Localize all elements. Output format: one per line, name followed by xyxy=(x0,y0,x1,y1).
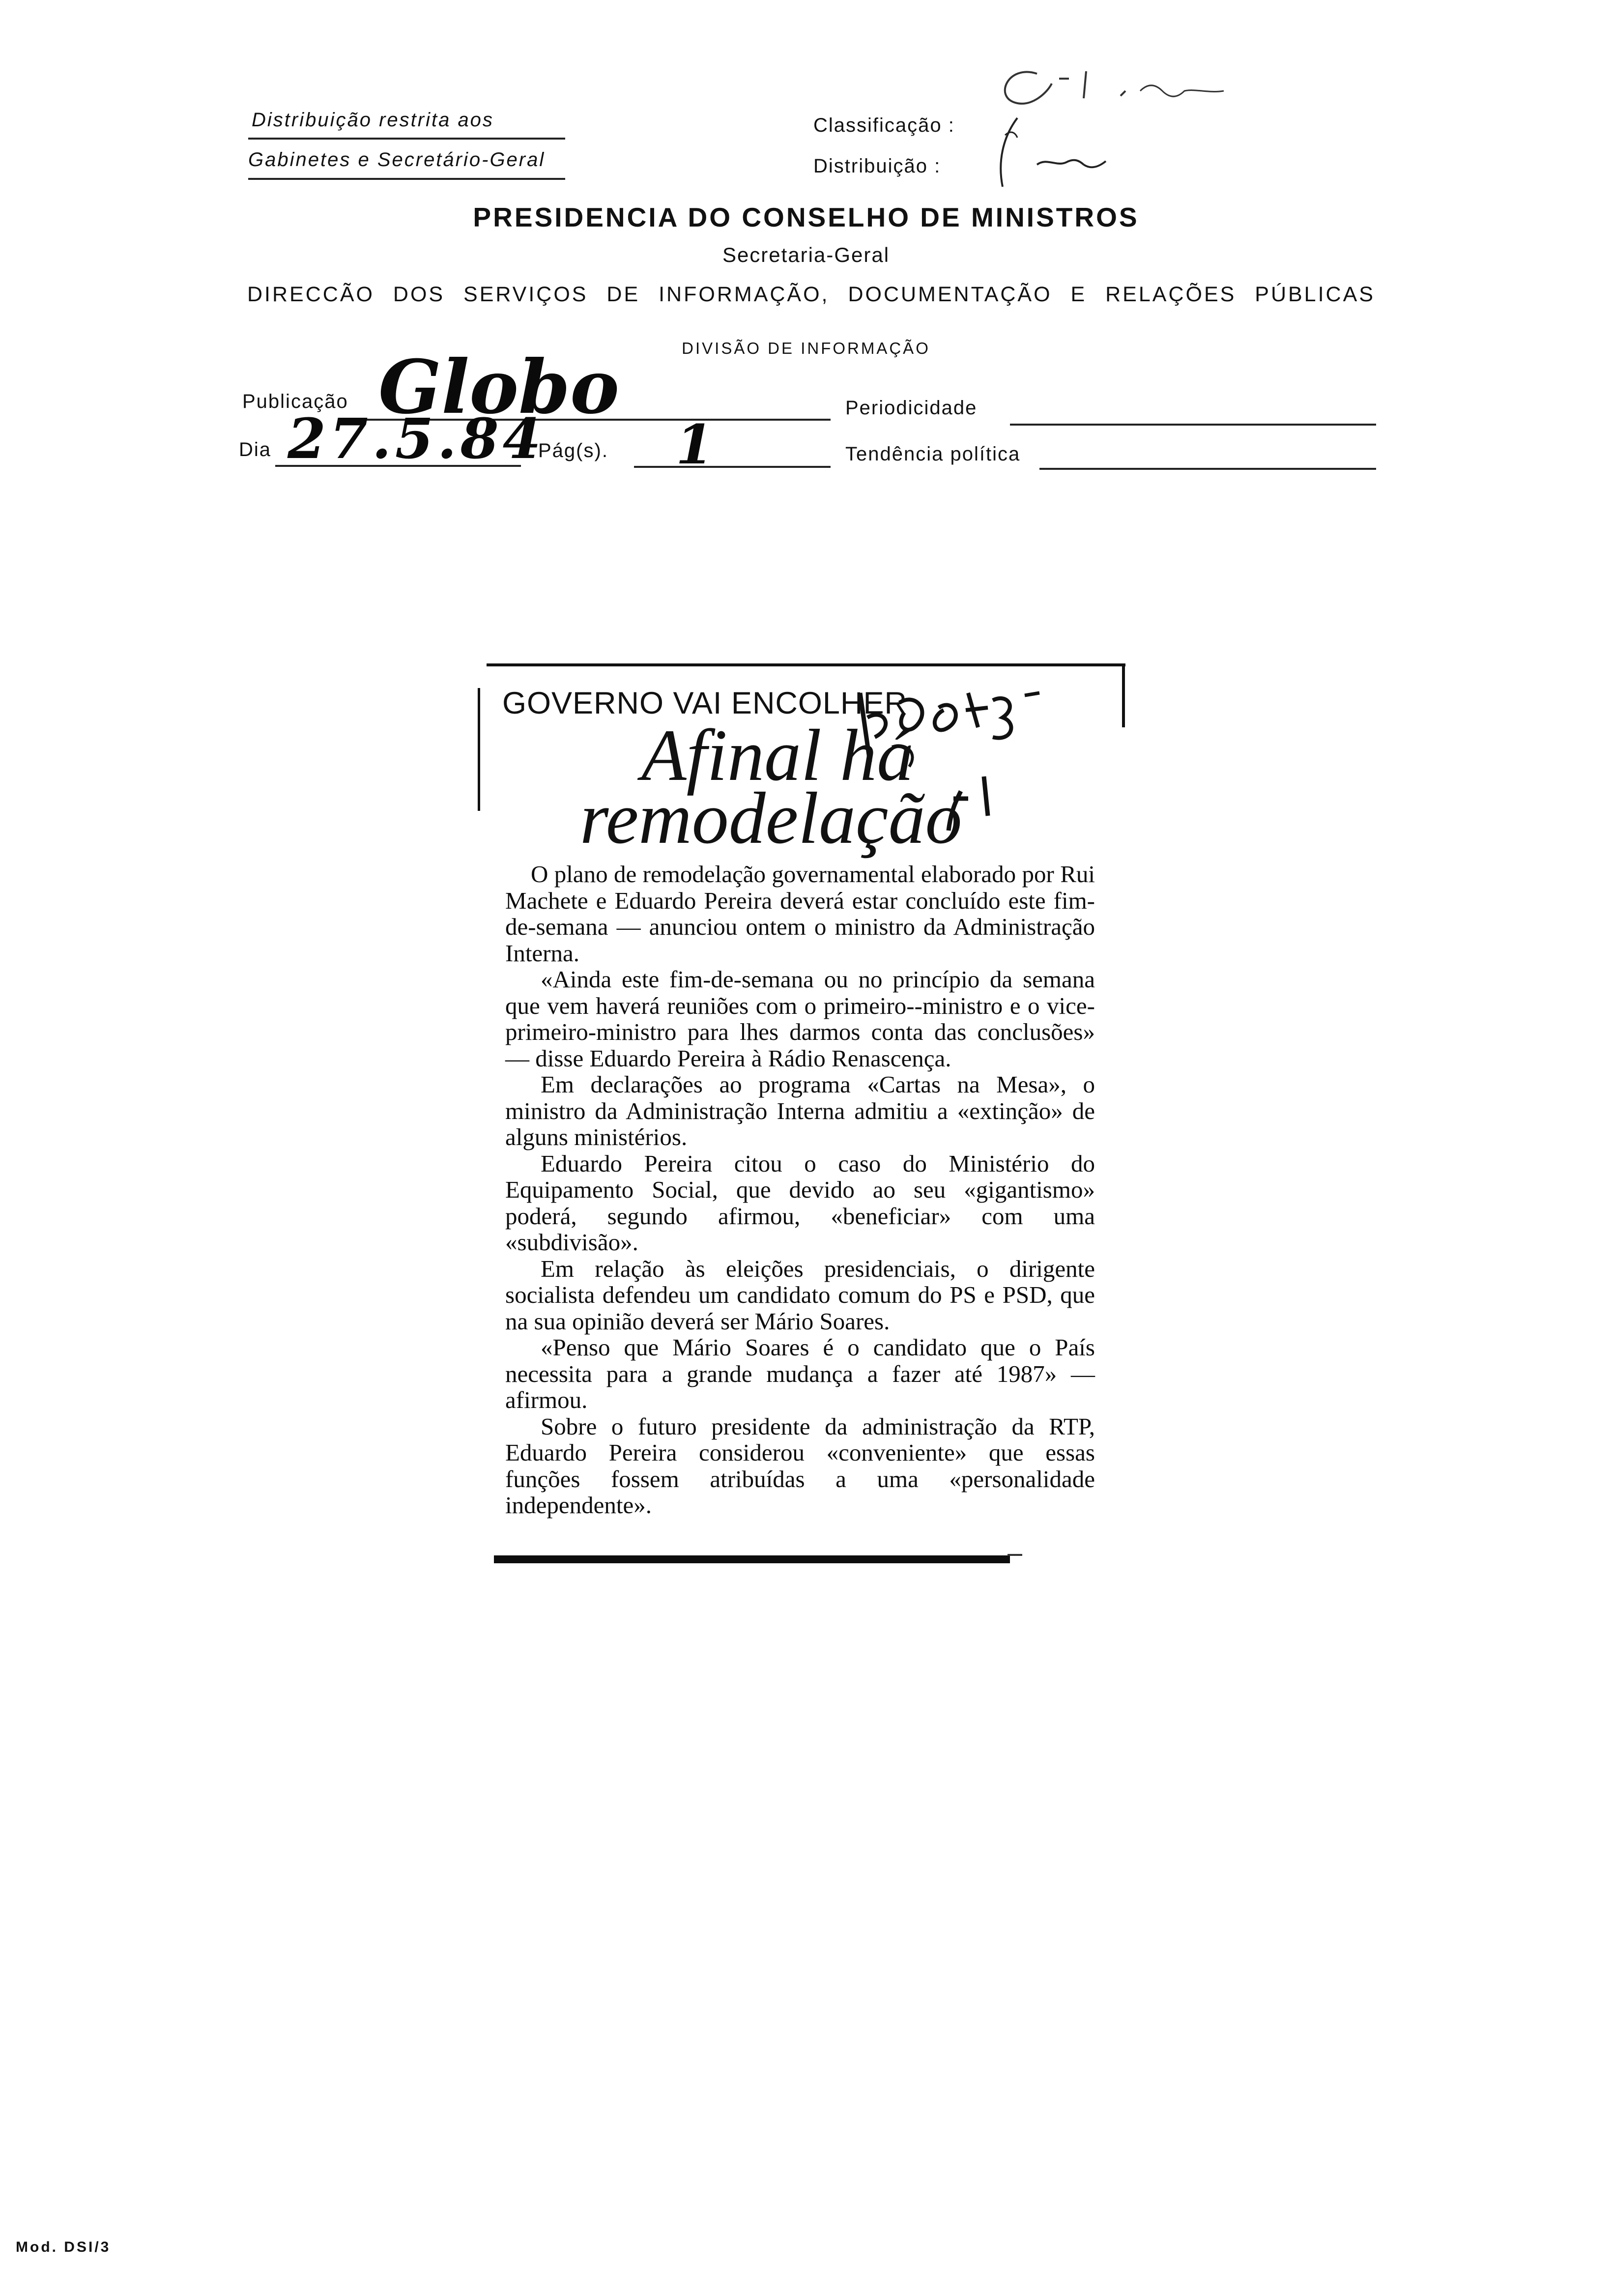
classificacao-label: Classificação : xyxy=(813,115,955,136)
restriction-underline-2 xyxy=(248,178,565,180)
article-body xyxy=(505,861,1095,1519)
dia-handwritten-value: 27.5.84 xyxy=(288,407,545,471)
clipping-left-border xyxy=(478,688,480,811)
institution-title: PRESIDENCIA DO CONSELHO DE MINISTROS xyxy=(473,202,1139,232)
article-paragraph: Eduardo Pereira citou o caso do Ministério do Equipamento Social, que devido ao seu «gigantismo» poderá, segundo afirmou, «beneficiar» com uma «subdivisão». xyxy=(505,1149,1095,1256)
article-paragraph: Em declarações ao programa «Cartas na Mesa», o ministro da Administração Interna admitiu a «extinção» de alguns ministérios. xyxy=(505,1071,1095,1150)
article-paragraph: «Ainda este fim-de-semana ou no princípio da semana que vem haverá reuniões com o primeiro--ministro e o vice-primeiro-ministro para lhes darmos conta das conclusões» — disse Eduardo Pereira à Rádio Renascença. xyxy=(505,966,1095,1072)
directorate-title: DIRECCÃO DOS SERVIÇOS DE INFORMAÇÃO, DOCUMENTAÇÃO E RELAÇÕES PÚBLICAS xyxy=(247,283,1375,306)
distribuicao-label: Distribuição : xyxy=(813,155,941,177)
tendencia-label: Tendência política xyxy=(845,443,1021,465)
publicacao-handwritten-value: Globo xyxy=(378,344,620,430)
publicacao-label: Publicação xyxy=(242,391,348,412)
restriction-line-1: Distribuição restrita aos xyxy=(252,109,494,131)
pags-handwritten-value: 1 xyxy=(676,413,714,476)
clipping-top-border xyxy=(487,663,1125,666)
clipping-right-border xyxy=(1122,663,1125,727)
tendencia-line xyxy=(1039,468,1376,470)
handwritten-initials xyxy=(978,44,1253,206)
restriction-underline-1 xyxy=(248,138,565,140)
restriction-line-2: Gabinetes e Secretário-Geral xyxy=(248,149,546,171)
secretariat-title: Secretaria-Geral xyxy=(722,243,890,266)
dia-label: Dia xyxy=(239,439,272,460)
periodicidade-label: Periodicidade xyxy=(845,397,978,419)
article-title-line-2: remodelação xyxy=(580,777,962,859)
pags-label: Pág(s). xyxy=(538,440,608,461)
clipping-bottom-border xyxy=(494,1555,1010,1563)
article-paragraph: O plano de remodelação governamental elaborado por Rui Machete e Eduardo Pereira deverá estar concluído este fim-de-semana — anunciou ontem o ministro da Administração Interna. xyxy=(505,861,1095,967)
article-paragraph: Sobre o futuro presidente da administração da RTP, Eduardo Pereira considerou «conveniente» que essas funções fossem atribuídas a uma «personalidade independente». xyxy=(505,1412,1095,1519)
article-paragraph: «Penso que Mário Soares é o candidato que o País necessita para a grande mudança a fazer até 1987» — afirmou. xyxy=(505,1334,1095,1413)
form-code: Mod. DSI/3 xyxy=(16,2239,111,2255)
article-kicker: GOVERNO VAI ENCOLHER xyxy=(502,686,907,720)
pags-line xyxy=(634,466,831,468)
division-title: DIVISÃO DE INFORMAÇÃO xyxy=(682,339,930,357)
clipping-bottom-tail xyxy=(1008,1554,1022,1556)
article-title-line-1: Afinal há xyxy=(641,715,914,796)
handwritten-annotation xyxy=(845,673,1111,860)
periodicidade-line xyxy=(1010,424,1376,426)
article-paragraph: Em relação às eleições presidenciais, o dirigente socialista defendeu um candidato comum do PS e PSD, que na sua opinião deverá ser Mário Soares. xyxy=(505,1255,1095,1335)
